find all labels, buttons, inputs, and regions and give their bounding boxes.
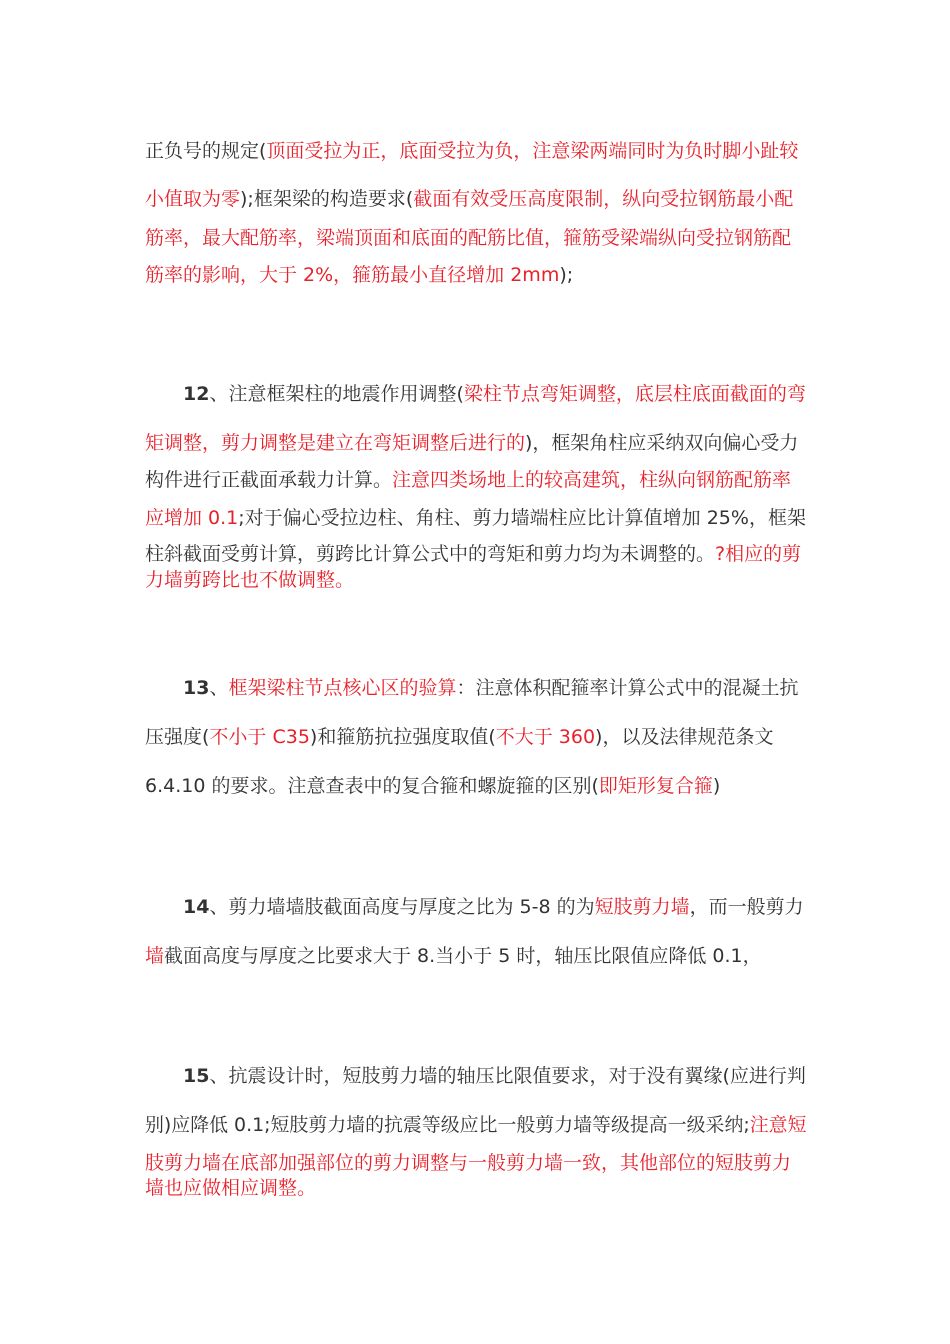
highlight-run: 不小于 C35 xyxy=(209,726,310,748)
paragraph-13-line-1 xyxy=(183,676,799,700)
highlight-run: 梁柱节点弯矩调整，底层柱底面截面的弯 xyxy=(463,383,806,405)
highlight-run: ?相应的剪 xyxy=(715,543,802,565)
paragraph-13-line-3 xyxy=(145,774,720,798)
paragraph-15-line-1 xyxy=(183,1064,806,1088)
paragraph-12-line-5 xyxy=(145,542,801,566)
text-run: 压强度( xyxy=(145,726,210,748)
text-run: 、抗震设计时，短肢剪力墙的轴压比限值要求，对于没有翼缘(应进行判 xyxy=(209,1065,806,1087)
item-number: 13 xyxy=(183,677,210,699)
paragraph-15-line-3 xyxy=(145,1151,791,1175)
text-run: 柱斜截面受剪计算，剪跨比计算公式中的弯矩和剪力均为未调整的。 xyxy=(145,543,716,565)
text-run: 、 xyxy=(209,677,229,699)
text-run: ); xyxy=(559,264,574,286)
paragraph-15-line-2 xyxy=(145,1113,807,1137)
highlight-run: 截面有效受压高度限制，纵向受拉钢筋最小配 xyxy=(413,188,794,210)
highlight-run: 顶面受拉为正，底面受拉为负，注意梁两端同时为负时脚小趾较 xyxy=(266,140,799,162)
text-run: ;对于偏心受拉边柱、角柱、剪力墙端柱应比计算值增加 25%，框架 xyxy=(238,507,806,529)
text-run: )，框架角柱应采纳双向偏心受力 xyxy=(525,432,799,454)
paragraph-14-line-2 xyxy=(145,944,762,968)
highlight-run: 肢剪力墙在底部加强部位的剪力调整与一般剪力墙一致，其他部位的短肢剪力 xyxy=(145,1152,792,1174)
text-run: 6.4.10 的要求。注意查表中的复合箍和螺旋箍的区别( xyxy=(145,775,599,797)
text-run: ) xyxy=(712,775,721,797)
text-run: ，而一般剪力 xyxy=(689,896,804,918)
paragraph-14-line-1 xyxy=(183,895,804,919)
text-run: 别)应降低 0.1;短肢剪力墙的抗震等级应比一般剪力墙等级提高一级采纳; xyxy=(145,1114,750,1136)
text-run: 正负号的规定( xyxy=(145,140,267,162)
highlight-run: 筋率，最大配筋率，梁端顶面和底面的配筋比值，箍筋受梁端纵向受拉钢筋配 xyxy=(145,227,792,249)
paragraph-12-line-2 xyxy=(145,431,798,455)
paragraph-12-line-6 xyxy=(145,568,354,592)
item-number: 12 xyxy=(183,383,210,405)
highlight-run: 力墙剪跨比也不做调整。 xyxy=(145,569,355,591)
paragraph-12-line-4 xyxy=(145,506,806,530)
text-run: 、剪力墙墙肢截面高度与厚度之比为 5-8 的为 xyxy=(209,896,595,918)
text-run: 构件进行正截面承载力计算。 xyxy=(145,469,393,491)
paragraph-0-line-2 xyxy=(145,187,793,211)
highlight-run: 注意四类场地上的较高建筑，柱纵向钢筋配筋率 xyxy=(392,469,792,491)
highlight-run: 即矩形复合箍 xyxy=(598,775,713,797)
text-run: ：注意体积配箍率计算公式中的混凝土抗 xyxy=(456,677,799,699)
text-run: )，以及法律规范条文 xyxy=(595,726,774,748)
highlight-run: 注意短 xyxy=(749,1114,807,1136)
text-run: );框架梁的构造要求( xyxy=(240,188,414,210)
highlight-run: 墙也应做相应调整。 xyxy=(145,1177,317,1199)
highlight-run: 墙 xyxy=(145,945,165,967)
item-number: 14 xyxy=(183,896,210,918)
paragraph-0-line-1 xyxy=(145,139,798,163)
text-run: 截面高度与厚度之比要求大于 8.当小于 5 时，轴压比限值应降低 0.1， xyxy=(164,945,762,967)
paragraph-12-line-3 xyxy=(145,468,791,492)
text-run: )和箍筋抗拉强度取值( xyxy=(309,726,496,748)
paragraph-15-line-4 xyxy=(145,1176,316,1200)
highlight-run: 不大于 360 xyxy=(495,726,596,748)
item-number: 15 xyxy=(183,1065,210,1087)
paragraph-0-line-4 xyxy=(145,263,573,287)
highlight-run: 框架梁柱节点核心区的验算 xyxy=(228,677,457,699)
highlight-run: 短肢剪力墙 xyxy=(594,896,690,918)
highlight-run: 矩调整，剪力调整是建立在弯矩调整后进行的 xyxy=(145,432,526,454)
paragraph-12-line-1 xyxy=(183,382,806,406)
highlight-run: 筋率的影响，大于 2%，箍筋最小直径增加 2mm xyxy=(145,264,560,286)
paragraph-0-line-3 xyxy=(145,226,791,250)
highlight-run: 小值取为零 xyxy=(145,188,241,210)
highlight-run: 应增加 0.1 xyxy=(145,507,239,529)
paragraph-13-line-2 xyxy=(145,725,773,749)
text-run: 、注意框架柱的地震作用调整( xyxy=(209,383,464,405)
